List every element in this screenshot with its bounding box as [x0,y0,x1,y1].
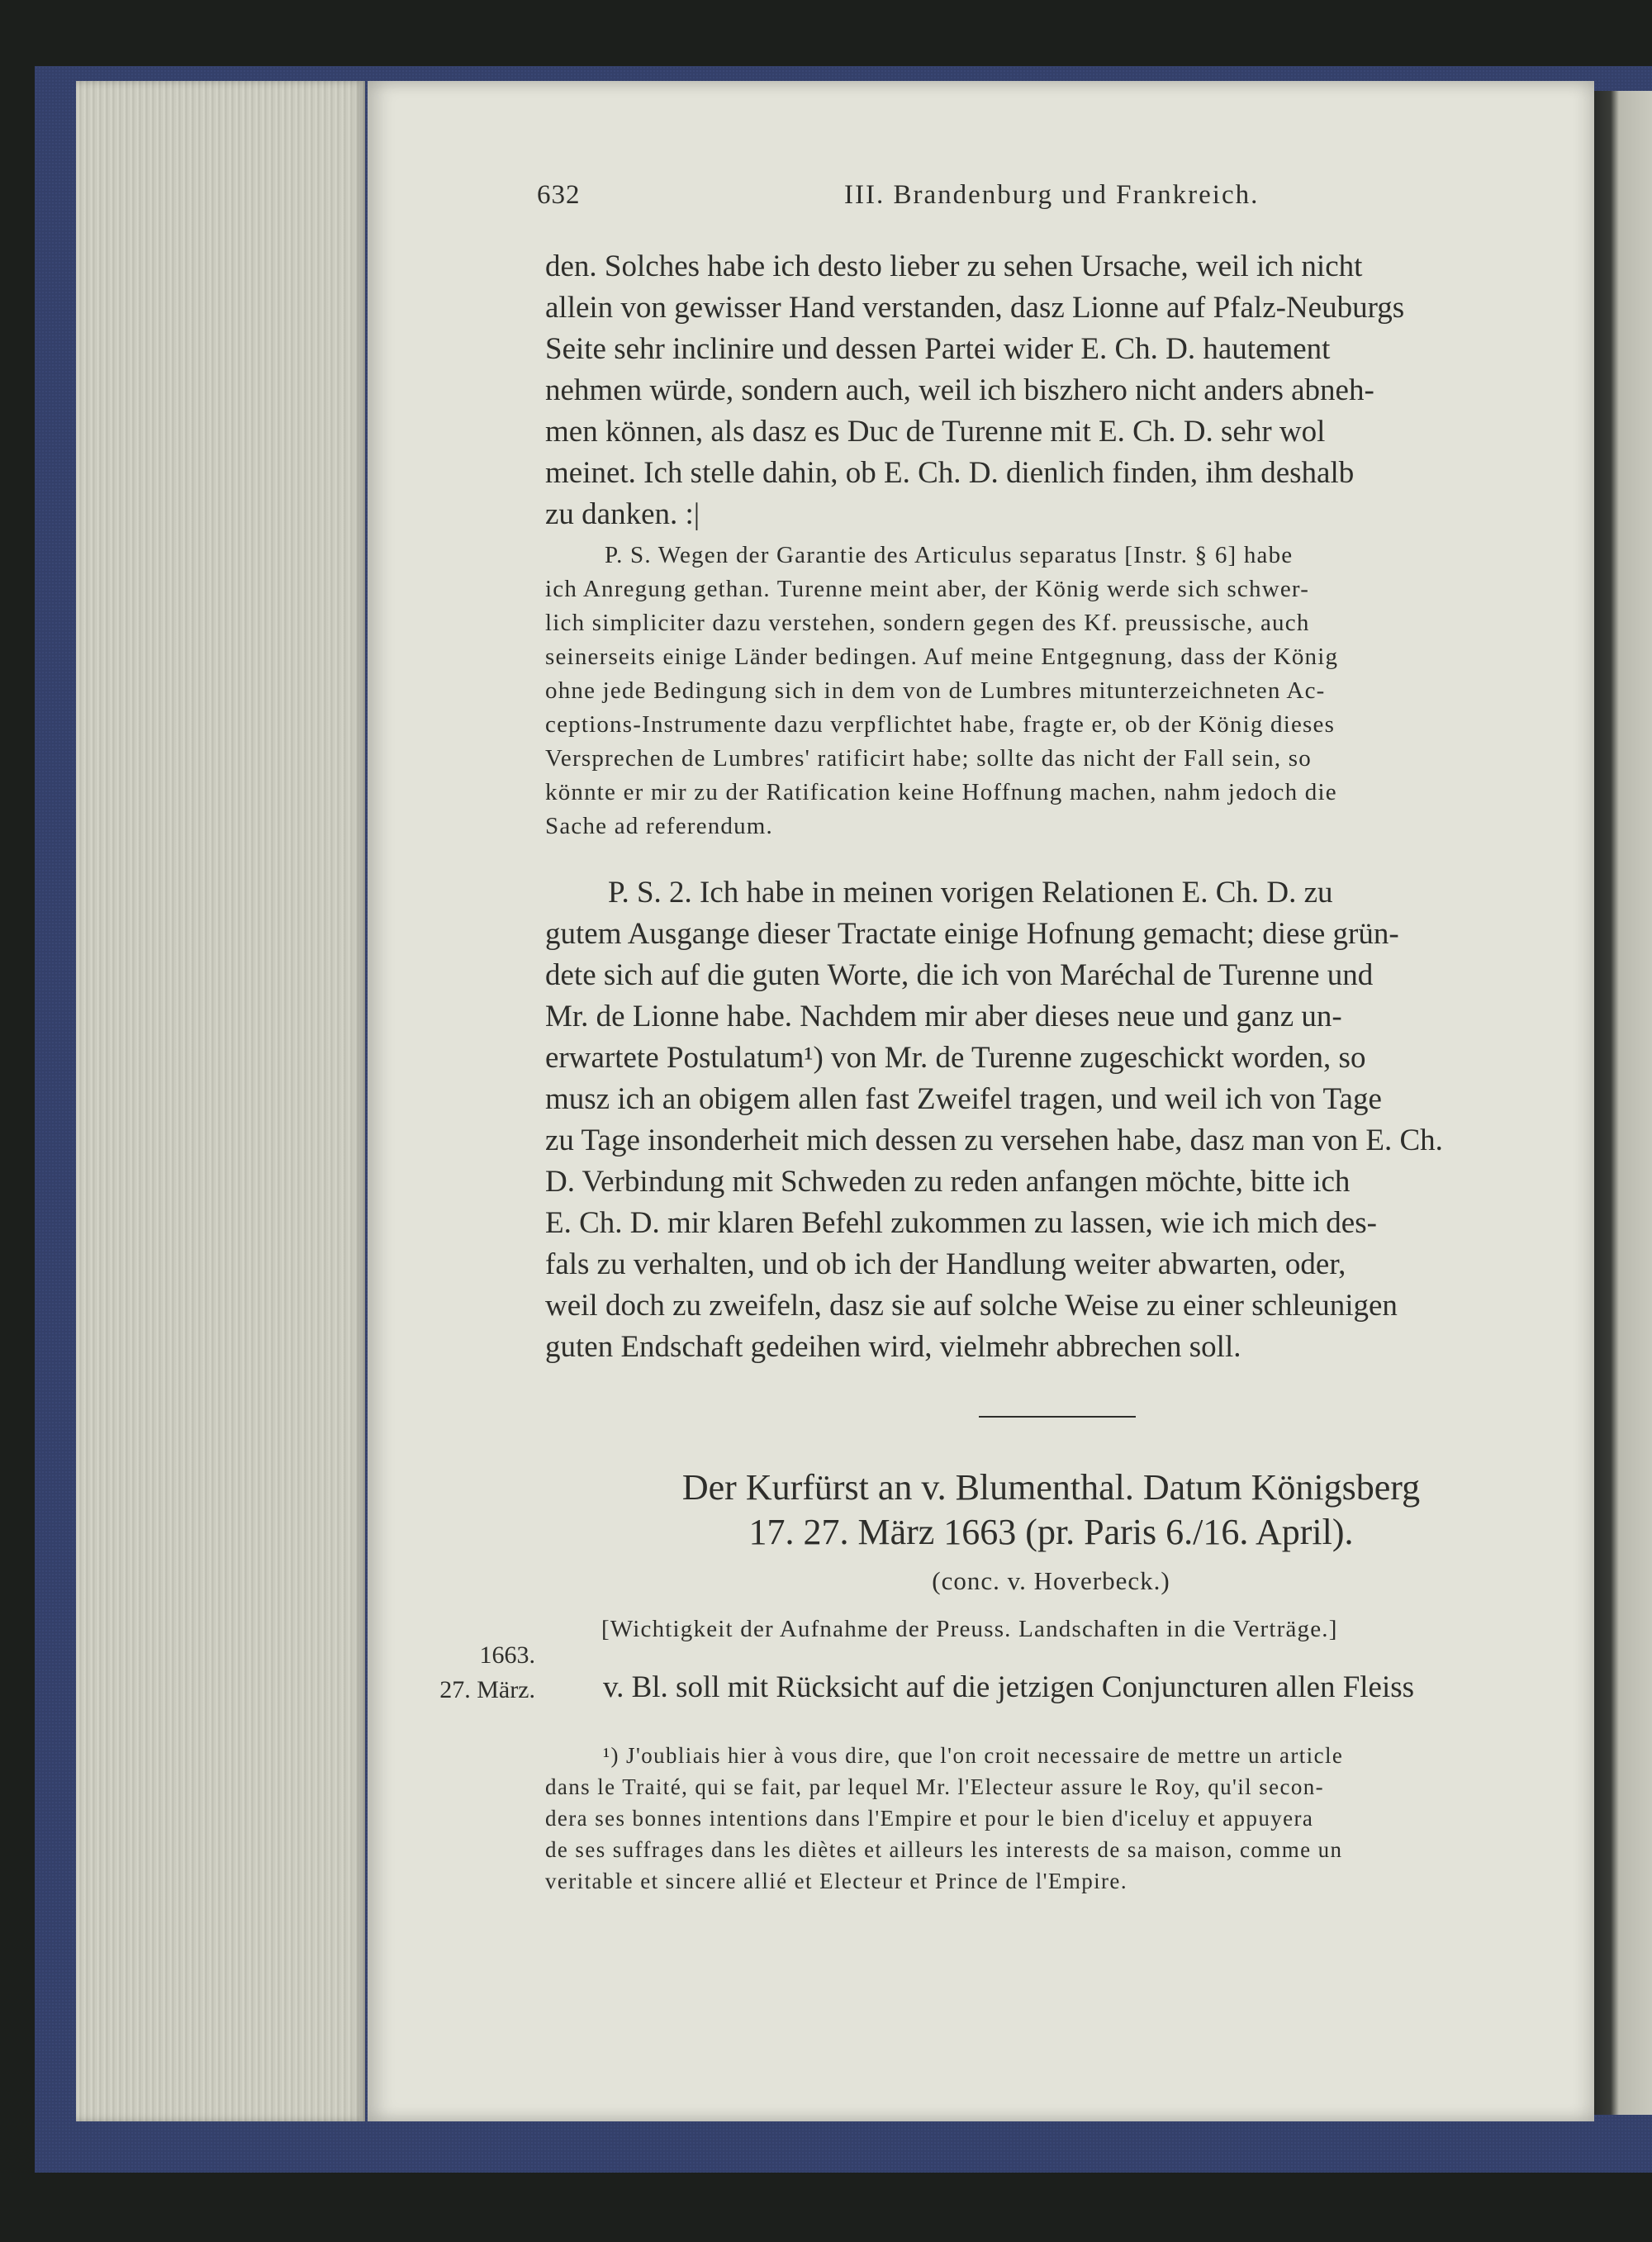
margin-year: 1663. [479,1641,535,1669]
text-line: den. Solches habe ich desto lieber zu sehen Ursache, weil ich nicht [545,249,1363,283]
footnote-line: dans le Traité, qui se fait, par lequel Mr. l'Electeur assure le Roy, qu'il secon- [545,1774,1325,1799]
facing-page-edge [1594,91,1652,2115]
running-head [537,180,1330,221]
text-line: ohne jede Bedingung sich in dem von de Lumbres mitunterzeichneten Ac- [545,677,1326,704]
text-line: fals zu verhalten, und ob ich der Handlung weiter abwarten, oder, [545,1247,1346,1281]
text-line: musz ich an obigem allen fast Zweifel tragen, und weil ich von Tage [545,1082,1382,1116]
text-line: erwartete Postulatum¹) von Mr. de Turenne zugeschickt worden, so [545,1041,1366,1075]
text-line: ceptions-Instrumente dazu verpflichtet habe, fragte er, ob der König dieses [545,711,1336,738]
running-title: III. Brandenburg und Frankreich. [844,180,1260,210]
text-line: Seite sehr inclinire und dessen Partei wider E. Ch. D. hautement [545,332,1331,366]
text-line: könnte er mir zu der Ratification keine Hoffnung machen, nahm jedoch die [545,779,1337,805]
footnote-line: dera ses bonnes intentions dans l'Empire et pour le bien d'iceluy et appuyera [545,1806,1314,1831]
footnote [545,1740,1557,1897]
section-heading [545,1465,1557,1555]
text-line: weil doch zu zweifeln, dasz sie auf solche Weise zu einer schleunigen [545,1289,1398,1323]
heading-line-1: Der Kurfürst an v. Blumenthal. Datum Königsberg [681,1467,1421,1508]
paragraph-1 [545,246,1557,535]
text-line: gutem Ausgange dieser Tractate einige Hofnung gemacht; diese grün- [545,917,1399,951]
conc-note: (conc. v. Hoverbeck.) [932,1566,1170,1595]
postscript-1 [545,539,1557,843]
text-line: P. S. 2. Ich habe in meinen vorigen Relationen E. Ch. D. zu [608,876,1333,910]
text-line: lich simpliciter dazu verstehen, sondern gegen des Kf. preussische, auch [545,610,1310,636]
text-line: seinerseits einige Länder bedingen. Auf meine Entgegnung, dass der König [545,644,1339,670]
text-line: P. S. Wegen der Garantie des Articulus separatus [Instr. § 6] habe [605,542,1294,568]
section-first-line: v. Bl. soll mit Rücksicht auf die jetzigen Conjuncturen allen Fleiss [603,1670,1415,1704]
text-line: E. Ch. D. mir klaren Befehl zukommen zu lassen, wie ich mich des- [545,1206,1377,1240]
text-line: nehmen würde, sondern auch, weil ich biszhero nicht anders abneh- [545,373,1374,407]
text-line: Mr. de Lionne habe. Nachdem mir aber dieses neue und ganz un- [545,1000,1342,1033]
page-number: 632 [537,180,581,210]
text-line: meinet. Ich stelle dahin, ob E. Ch. D. dienlich finden, ihm deshalb [545,456,1355,490]
text-line: allein von gewisser Hand verstanden, dasz Lionne auf Pfalz-Neuburgs [545,291,1405,325]
text-line: ich Anregung gethan. Turenne meint aber, der König werde sich schwer- [545,576,1310,602]
footnote-line: veritable et sincere allié et Electeur et Prince de l'Empire. [545,1869,1127,1893]
section-divider [979,1416,1136,1418]
text-line: Versprechen de Lumbres' ratificirt habe; sollte das nicht der Fall sein, so [545,745,1312,772]
margin-date: 27. März. [439,1676,535,1703]
page-stack-edge [76,81,365,2121]
text-line: guten Endschaft gedeihen wird, vielmehr abbrechen soll. [545,1330,1241,1364]
footnote-line: de ses suffrages dans les diètes et ailleurs les interests de sa maison, comme un [545,1837,1343,1862]
text-line: Sache ad referendum. [545,813,774,839]
text-line: zu danken. :| [545,497,700,531]
section-summary: [Wichtigkeit der Aufnahme der Preuss. Landschaften in die Verträge.] [601,1616,1338,1642]
postscript-2 [545,872,1557,1368]
text-line: zu Tage insonderheit mich dessen zu versehen habe, dasz man von E. Ch. [545,1123,1443,1157]
heading-line-2: 17. 27. März 1663 (pr. Paris 6./16. April). [748,1512,1354,1552]
text-line: D. Verbindung mit Schweden zu reden anfangen möchte, bitte ich [545,1165,1351,1199]
text-line: men können, als dasz es Duc de Turenne mit E. Ch. D. sehr wol [545,415,1326,449]
text-line: dete sich auf die guten Worte, die ich von Maréchal de Turenne und [545,958,1374,992]
footnote-line: ¹) J'oubliais hier à vous dire, que l'on croit necessaire de mettre un article [603,1743,1344,1768]
